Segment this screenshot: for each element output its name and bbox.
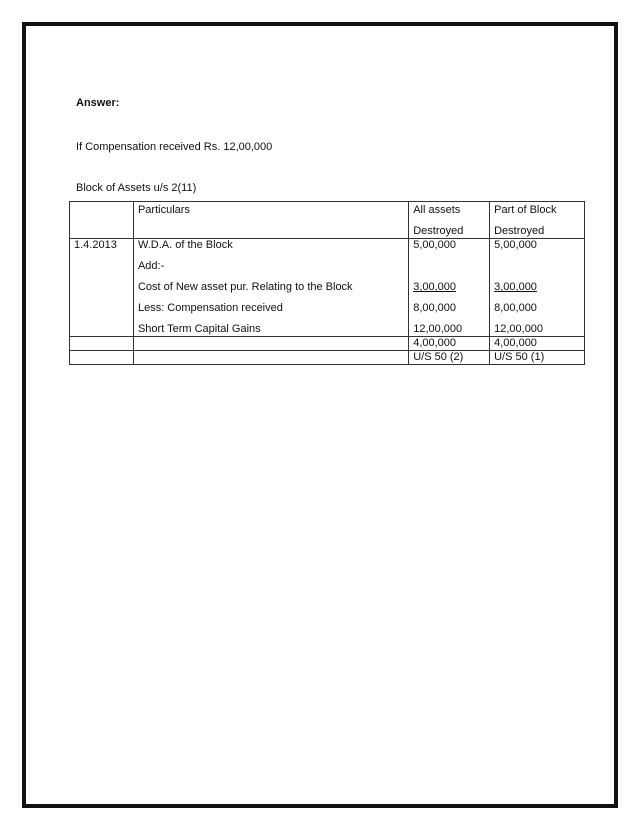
header-all-assets (409, 202, 490, 239)
part-block-new: 3,00,000 (494, 281, 537, 293)
particular-less-comp: Less: Compensation received (137, 302, 283, 314)
particular-new-asset: Cost of New asset pur. Relating to the Block (137, 281, 353, 293)
all-assets-wda: 5,00,000 (413, 239, 457, 251)
date-cell: 1.4.2013 (70, 239, 134, 337)
table-row-gain (70, 337, 585, 351)
part-block-wda: 5,00,000 (494, 239, 537, 251)
header-particulars-text: Particulars (137, 204, 190, 216)
answer-heading: Answer: (76, 97, 120, 109)
header-all-assets-l2: Destroyed (413, 225, 464, 237)
table-row-main (70, 239, 585, 337)
gain-part-block: 4,00,000 (490, 337, 585, 351)
all-assets-comp: 12,00,000 (413, 323, 463, 335)
particular-wda: W.D.A. of the Block (137, 239, 233, 251)
block-assets-table (69, 201, 585, 365)
all-assets-subtotal: 8,00,000 (413, 302, 457, 314)
header-part-block-l1: Part of Block (494, 204, 557, 216)
particular-stcg: Short Term Capital Gains (137, 323, 261, 335)
header-blank (70, 202, 134, 239)
section-part-block: U/S 50 (1) (490, 351, 585, 365)
section-all-assets: U/S 50 (2) (409, 351, 490, 365)
particulars-cell (133, 239, 408, 337)
all-assets-new: 3,00,000 (413, 281, 457, 293)
table-header-row (70, 202, 585, 239)
header-part-block (490, 202, 585, 239)
gain-blank-1 (70, 337, 134, 351)
all-assets-values (409, 239, 490, 337)
page-border (22, 22, 618, 808)
gain-blank-2 (133, 337, 408, 351)
gain-all-assets: 4,00,000 (409, 337, 490, 351)
part-block-add (494, 260, 580, 281)
part-block-values (490, 239, 585, 337)
compensation-line: If Compensation received Rs. 12,00,000 (76, 141, 273, 153)
all-assets-add (413, 260, 485, 281)
header-all-assets-l1: All assets (413, 204, 461, 216)
header-particulars (133, 202, 408, 239)
table-row-section (70, 351, 585, 365)
particular-add: Add:- (137, 260, 165, 272)
section-blank-1 (70, 351, 134, 365)
part-block-subtotal: 8,00,000 (494, 302, 537, 314)
header-part-block-l2: Destroyed (494, 225, 545, 237)
block-title: Block of Assets u/s 2(11) (76, 182, 197, 194)
section-blank-2 (133, 351, 408, 365)
part-block-comp: 12,00,000 (494, 323, 544, 335)
